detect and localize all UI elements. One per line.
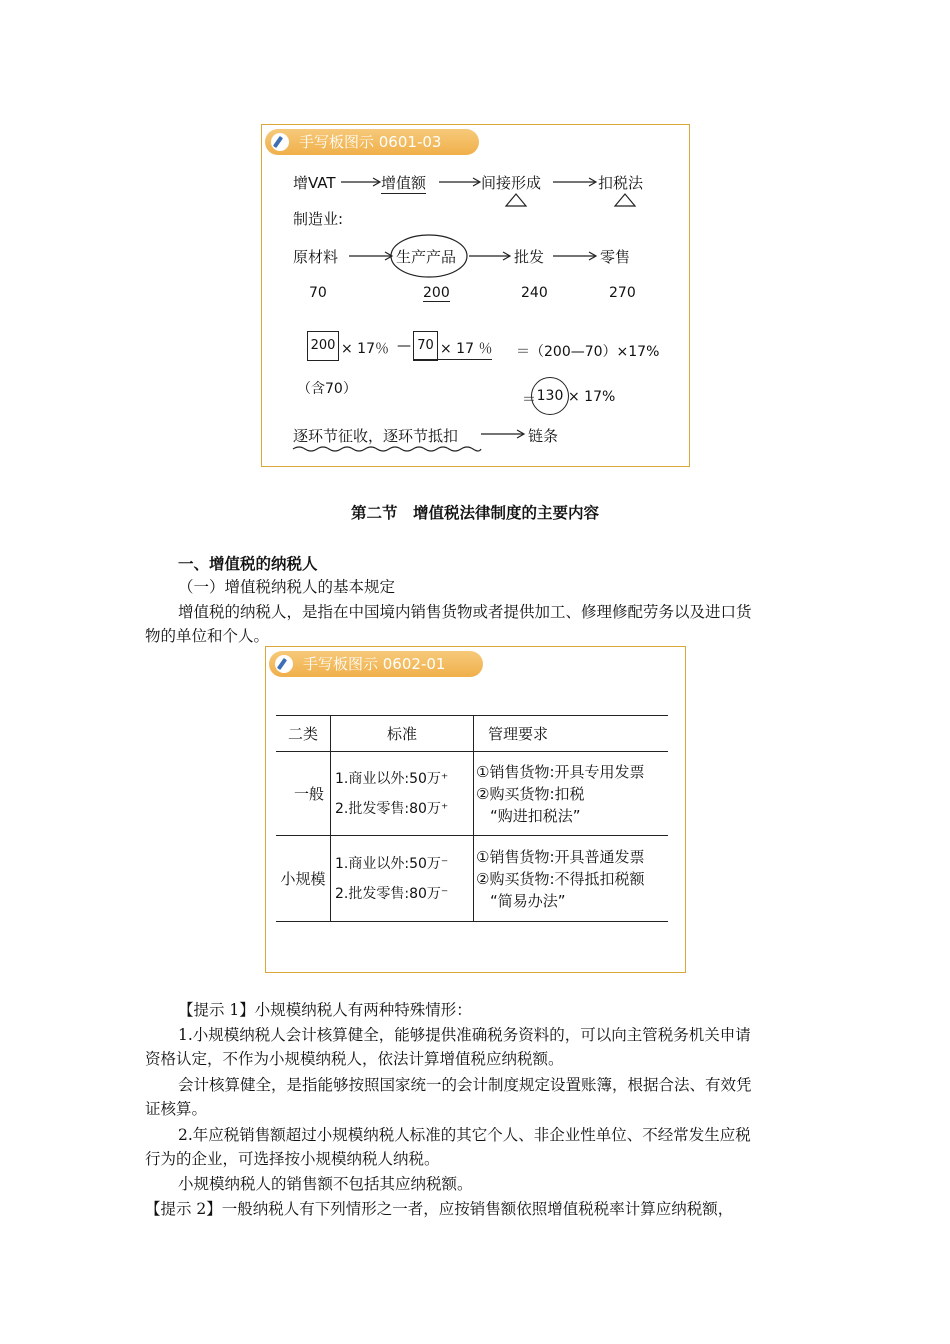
- retail-label: 零售: [600, 248, 631, 266]
- value-240: 240: [521, 285, 548, 301]
- times-17-a: × 17％: [341, 341, 389, 357]
- requirement-line-2: ②购买货物:扣税: [476, 784, 585, 803]
- type-general: 一般: [276, 752, 331, 836]
- vat-label: 增VAT: [293, 174, 336, 192]
- tip-1-note: 小规模纳税人的销售额不包括其应纳税额。: [178, 1175, 473, 1193]
- value-200: 200: [423, 285, 450, 301]
- boxed-200: 200: [307, 331, 339, 361]
- heading-basic-rules: （一）增值税纳税人的基本规定: [178, 578, 396, 596]
- taxpayer-category-table: [276, 715, 668, 922]
- tip-2-heading: 【提示 2】一般纳税人有下列情形之一者，应按销售额依照增值税税率计算应纳税额，: [145, 1200, 734, 1218]
- type-small-scale: 小规模: [276, 836, 331, 922]
- boxed-70: 70: [413, 331, 438, 361]
- standard-line-2: 2.批发零售:80万⁻: [335, 885, 449, 902]
- standard-line-2: 2.批发零售:80万⁺: [335, 800, 449, 817]
- header-category: 二类: [276, 716, 331, 752]
- requirement-line-1: ①销售货物:开具专用发票: [476, 762, 645, 781]
- standard-line-1: 1.商业以外:50万⁺: [335, 770, 449, 787]
- tip-1-accounting-cont: 证核算。: [145, 1100, 208, 1118]
- section-title: 第二节 增值税法律制度的主要内容: [350, 503, 599, 522]
- requirement-line-1: ①销售货物:开具普通发票: [476, 847, 645, 866]
- requirement-line-3: “购进扣税法”: [490, 806, 581, 825]
- requirement-line-2: ②购买货物:不得抵扣税额: [476, 869, 645, 888]
- heading-taxpayers: 一、增值税的纳税人: [178, 554, 318, 573]
- tip-1-heading: 【提示 1】小规模纳税人有两种特殊情形：: [178, 1001, 472, 1019]
- minus-sign: —: [397, 338, 411, 354]
- paragraph-definition-cont: 物的单位和个人。: [145, 627, 270, 645]
- includes-70-note: （含70）: [297, 381, 357, 397]
- tip-1-item-1: 1.小规模纳税人会计核算健全，能够提供准确税务资料的，可以向主管税务机关申请: [178, 1026, 751, 1044]
- paragraph-definition: 增值税的纳税人，是指在中国境内销售货物或者提供加工、修理修配劳务以及进口货: [178, 603, 752, 621]
- requirement-line-3: “简易办法”: [490, 891, 566, 910]
- indirect-label: 间接形成: [481, 174, 542, 192]
- formula-equals: ＝（200—70）×17%: [516, 344, 660, 360]
- whiteboard-tab: [269, 651, 483, 677]
- product-label: 生产产品: [396, 248, 457, 266]
- whiteboard-drawing: [261, 124, 688, 465]
- value-added-label: 增值额: [381, 174, 427, 192]
- header-standard: 标准: [331, 716, 474, 752]
- pen-icon: [275, 655, 293, 673]
- value-70: 70: [309, 285, 327, 301]
- raw-material-label: 原材料: [293, 248, 339, 266]
- times-17-b: × 17 ％: [440, 341, 493, 357]
- deduct-method-label: 扣税法: [598, 174, 644, 192]
- whiteboard-tab-label: 手写板图示 0601-03: [299, 133, 442, 151]
- tip-1-accounting: 会计核算健全，是指能够按照国家统一的会计制度规定设置账簿，根据合法、有效凭: [178, 1076, 752, 1094]
- tip-1-item-2-cont: 行为的企业，可选择按小规模纳税人纳税。: [145, 1150, 440, 1168]
- whiteboard-tab-label: 手写板图示 0602-01: [303, 655, 446, 673]
- wholesale-label: 批发: [514, 248, 545, 266]
- table-row: [276, 752, 668, 836]
- circled-130: 130: [531, 377, 569, 415]
- standard-line-1: 1.商业以外:50万⁻: [335, 855, 449, 872]
- times-17-c: × 17%: [568, 389, 616, 405]
- manufacturing-label: 制造业:: [293, 210, 344, 228]
- table-row: [276, 836, 668, 922]
- header-requirements: 管理要求: [488, 725, 549, 743]
- value-270: 270: [609, 285, 636, 301]
- chain-label: 链条: [528, 427, 559, 445]
- tip-1-item-1-cont: 资格认定，不作为小规模纳税人，依法计算增值税应纳税额。: [145, 1050, 564, 1068]
- chain-description: 逐环节征收，逐环节抵扣: [293, 427, 459, 445]
- equals-sign: ＝: [522, 392, 536, 408]
- tip-1-item-2: 2.年应税销售额超过小规模纳税人标准的其它个人、非企业性单位、不经常发生应税: [178, 1126, 751, 1144]
